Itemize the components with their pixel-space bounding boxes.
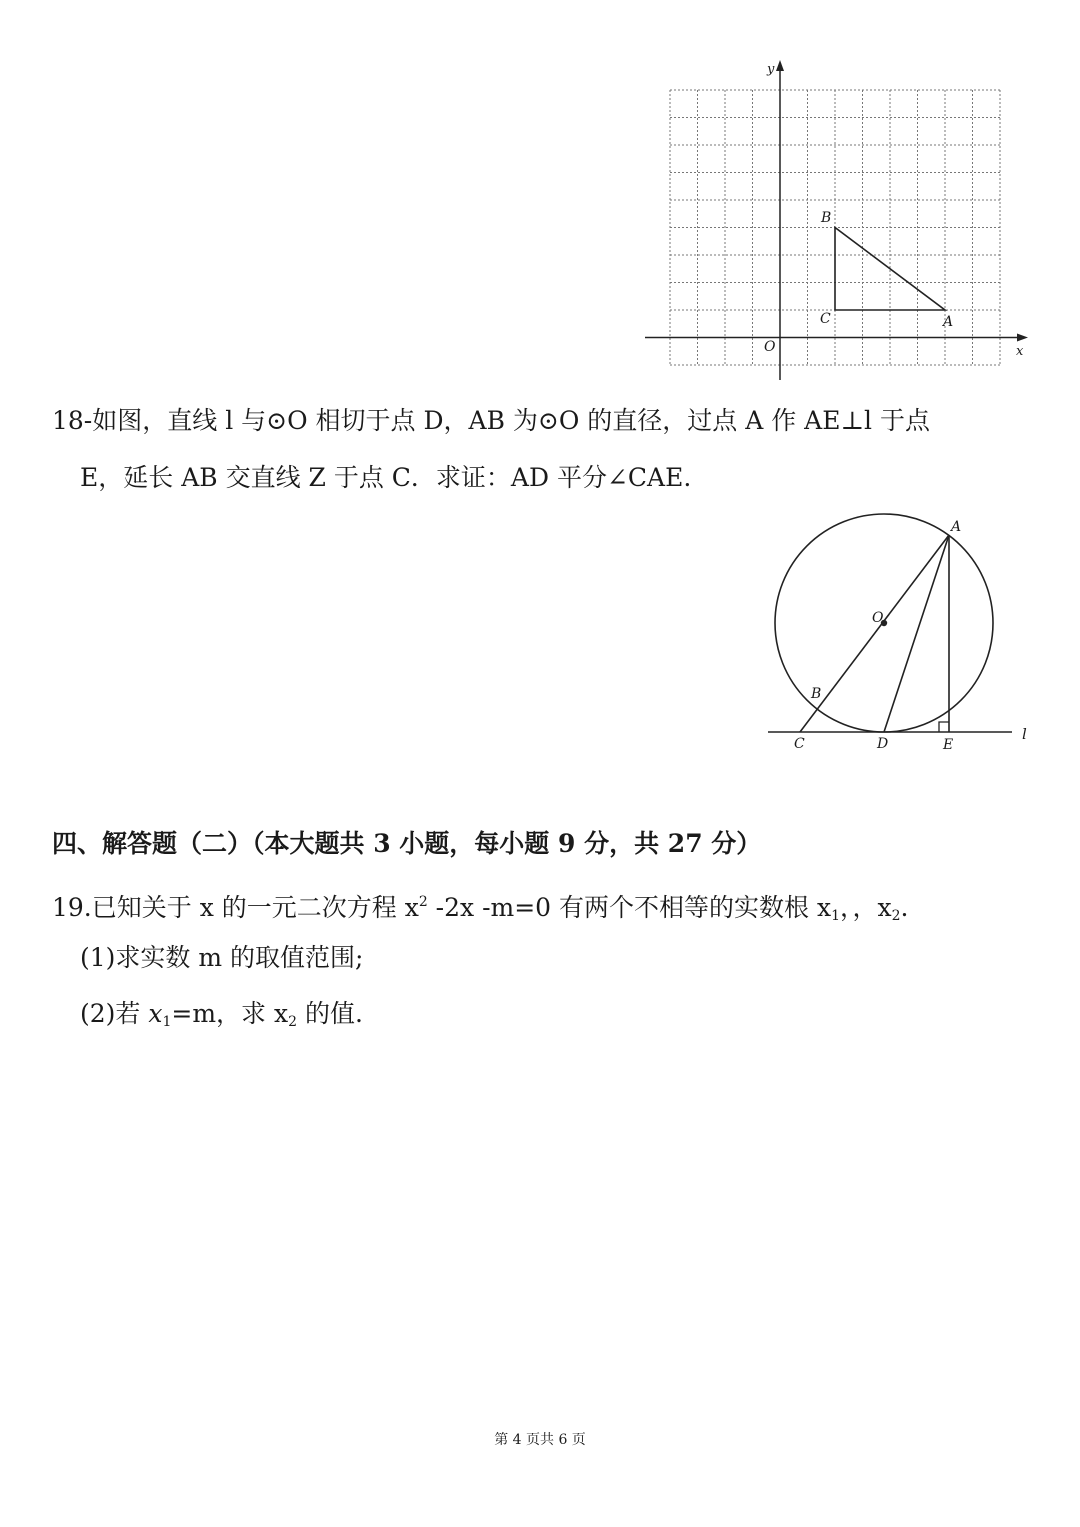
label-l: l [1022,725,1027,743]
label-e: E [943,737,954,753]
q19-part2-sub-2: 2 [288,1014,298,1030]
label-d: D [877,736,889,752]
q19-part2-text-a: (2)若 [80,999,149,1028]
circle-tangent-figure [760,505,1050,765]
y-axis-arrow-icon [776,60,784,71]
label-a: A [951,519,962,535]
section-4-heading: 四、解答题（二）（本大题共 3 小题，每小题 9 分，共 27 分） [52,829,762,858]
line-ac [800,535,949,732]
q19-part-2 [80,998,363,1038]
right-angle-mark [939,722,949,732]
q19-intro-text-c: ，，x [840,893,892,922]
q19-part2-text-c: 的值. [297,999,363,1028]
label-o: O [872,610,884,626]
q19-intro-text-b: -2x -m=0 有两个不相等的实数根 x [427,893,832,922]
q19-part2-sub-1: 1 [162,1014,172,1030]
point-a-label: A [943,314,954,330]
x-axis-label: x [1016,344,1024,359]
q19-intro-text-d: . [900,893,909,922]
q19-exponent: 2 [418,894,428,910]
coordinate-grid-figure [640,55,1040,390]
q19-part-1: (1)求实数 m 的取值范围; [80,943,364,972]
q19-sub-2: 2 [891,908,901,924]
page-footer: 第 4 页共 6 页 [494,1432,586,1448]
q19-part2-text-b: =m，求 x [171,999,289,1028]
q19-part2-x: x [148,999,163,1028]
line-ad [884,535,949,732]
x-axis-arrow-icon [1017,334,1028,342]
origin-label: O [764,339,776,355]
q19-intro-text-a: 19.已知关于 x 的一元二次方程 x [52,893,419,922]
point-b-label: B [821,210,832,226]
q18-line-1: 18-如图，直线 l 与⊙O 相切于点 D，AB 为⊙O 的直径，过点 A 作 AE⊥l 于点 [52,406,930,435]
q19-sub-1: 1 [831,908,841,924]
y-axis-label: y [767,62,775,77]
label-c: C [794,736,805,752]
q18-line-2: E，延长 AB 交直线 Z 于点 C．求证：AD 平分∠CAE. [80,463,692,492]
label-b: B [811,686,822,702]
point-c-label: C [820,311,831,327]
q19-intro [52,886,909,932]
